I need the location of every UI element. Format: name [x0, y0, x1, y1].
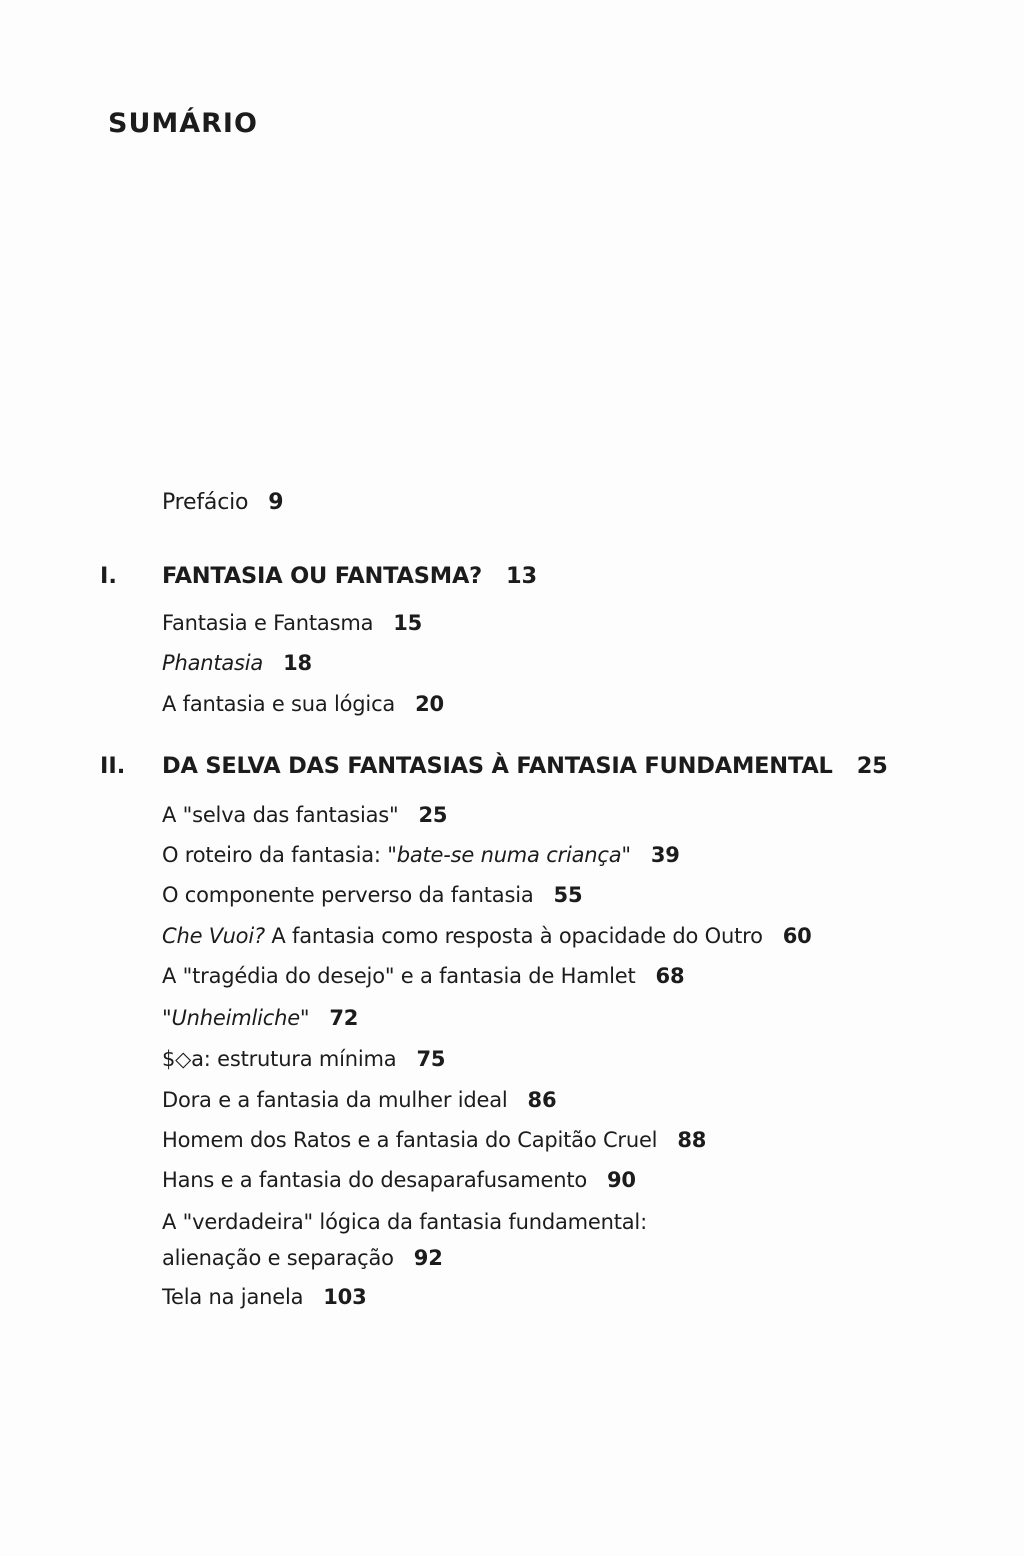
toc-page-number: 60: [782, 924, 812, 948]
toc-page-number: 86: [527, 1088, 557, 1112]
toc-entry-label-italic: Unheimliche: [171, 1006, 300, 1030]
toc-entry-label-italic: Che Vuoi?: [162, 924, 265, 948]
toc-page-number: 68: [655, 964, 685, 988]
toc-entry[interactable]: [162, 1282, 367, 1312]
toc-entry[interactable]: [162, 1204, 722, 1276]
toc-entry-label: Fantasia e Fantasma: [162, 611, 374, 635]
toc-page-number: 88: [677, 1128, 707, 1152]
toc-page-number: 9: [268, 490, 284, 515]
toc-entry-label: Homem dos Ratos e a fantasia do Capitão Cruel: [162, 1128, 658, 1152]
toc-page-number: 20: [415, 692, 444, 716]
toc-entry[interactable]: [162, 961, 684, 991]
toc-entry-label-pre: ": [162, 1006, 172, 1030]
toc-page-number: 18: [283, 651, 312, 675]
toc-entry-label: $◇a: estrutura mínima: [162, 1047, 397, 1071]
toc-part-label: DA SELVA DAS FANTASIAS À FANTASIA FUNDAMENTAL: [162, 753, 833, 779]
toc-entry-label: A fantasia e sua lógica: [162, 692, 396, 716]
toc-page-number: 90: [607, 1168, 636, 1192]
toc-entry[interactable]: [162, 608, 422, 638]
toc-entry[interactable]: [162, 840, 680, 870]
part-numeral: II.: [100, 753, 126, 779]
toc-entry-label-pre: O roteiro da fantasia: ": [162, 843, 397, 867]
toc-entry-label: A "selva das fantasias": [162, 803, 399, 827]
toc-entry[interactable]: [162, 1085, 556, 1115]
toc-entry[interactable]: [162, 1125, 706, 1155]
toc-page-number: 75: [416, 1047, 446, 1071]
toc-page-number: 55: [553, 883, 583, 907]
toc-page-number: 25: [418, 803, 448, 827]
toc-entry[interactable]: [162, 648, 312, 678]
toc-entry-label-post: ": [621, 843, 631, 867]
page-title: SUMÁRIO: [108, 108, 258, 139]
toc-entry-label-line2: alienação e separação: [162, 1246, 394, 1270]
toc-entry-preface[interactable]: [162, 488, 283, 518]
toc-page-number: 72: [329, 1006, 359, 1030]
toc-page-number: 103: [323, 1285, 367, 1309]
toc-entry-label: Tela na janela: [162, 1285, 304, 1309]
toc-entry-label-post: A fantasia como resposta à opacidade do Outro: [264, 924, 763, 948]
toc-entry[interactable]: [162, 689, 444, 719]
toc-entry-label-post: ": [299, 1006, 310, 1030]
toc-entry-label-line1: A "verdadeira" lógica da fantasia fundamental:: [162, 1210, 647, 1234]
toc-entry-label: Hans e a fantasia do desaparafusamento: [162, 1168, 588, 1192]
toc-page-number: 25: [856, 753, 888, 779]
toc-entry-label: O componente perverso da fantasia: [162, 883, 534, 907]
part-numeral: I.: [100, 563, 117, 589]
toc-entry[interactable]: [162, 1165, 636, 1195]
toc-entry-label: Dora e a fantasia da mulher ideal: [162, 1088, 508, 1112]
toc-part-heading[interactable]: [162, 750, 888, 782]
toc-entry[interactable]: [162, 921, 812, 951]
toc-part-label: FANTASIA OU FANTASMA?: [162, 563, 483, 589]
toc-page-number: 13: [506, 563, 537, 589]
toc-entry-label: Phantasia: [162, 651, 264, 675]
toc-entry-label: A "tragédia do desejo" e a fantasia de Hamlet: [162, 964, 636, 988]
toc-entry[interactable]: [162, 800, 447, 830]
toc-entry[interactable]: [162, 1003, 358, 1033]
toc-entry-label: Prefácio: [162, 490, 249, 515]
toc-entry[interactable]: [162, 880, 582, 910]
toc-entry-label-italic: bate-se numa criança: [396, 843, 622, 867]
toc-part-heading[interactable]: [162, 560, 537, 592]
toc-page-number: 92: [413, 1246, 443, 1270]
toc-entry[interactable]: [162, 1044, 445, 1074]
toc-page-number: 15: [393, 611, 423, 635]
toc-page-number: 39: [650, 843, 680, 867]
